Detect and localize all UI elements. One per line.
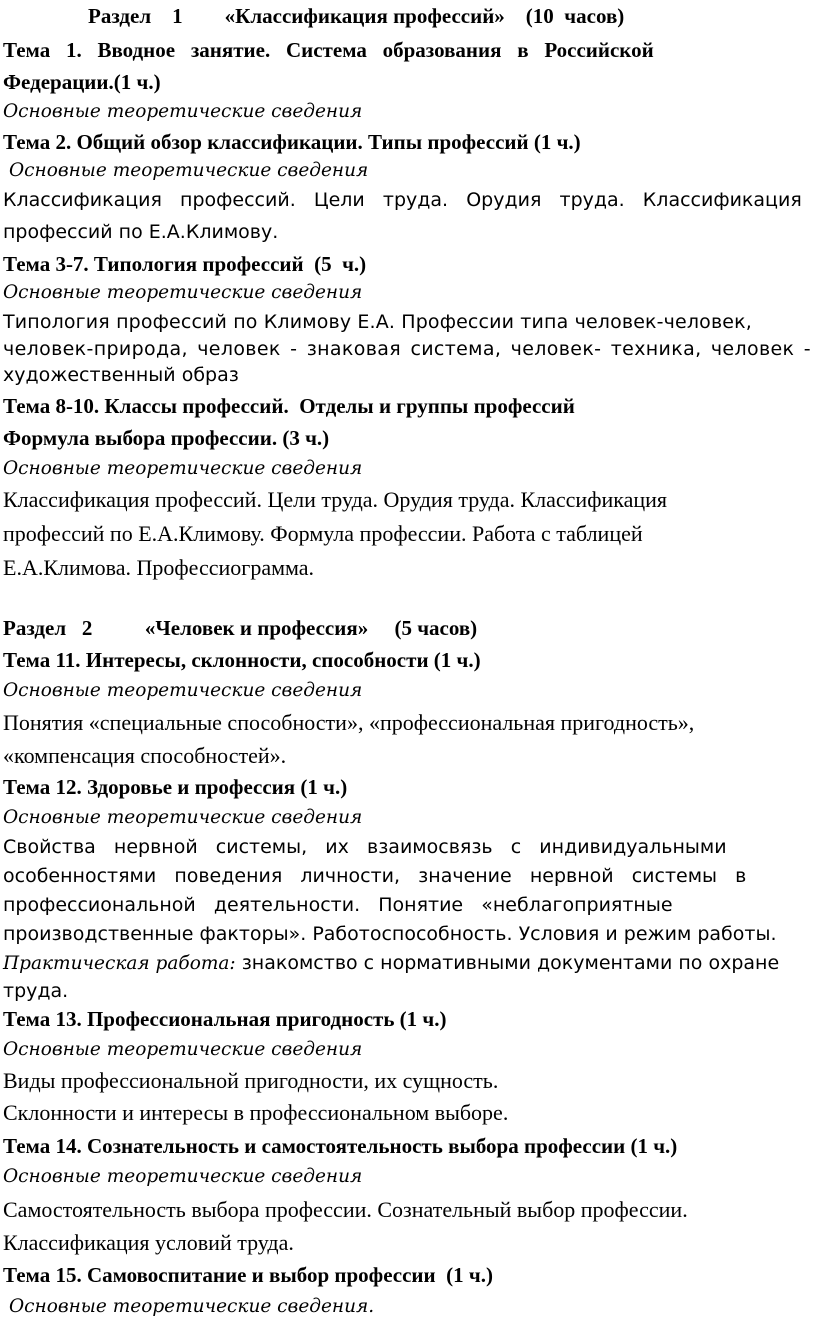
topic8-10-title-line1: Тема 8-10. Классы профессий. Отделы и группы профессий xyxy=(3,394,575,418)
section1-heading: Раздел 1 «Классификация профессий» (10 часов) xyxy=(88,4,625,28)
topic12-text-line4: производственные факторы». Работоспособность. Условия и режим работы. xyxy=(3,923,777,945)
topic3-7-text-line2: человек-природа, человек - знаковая система, человек- техника, человек - xyxy=(3,338,811,360)
topic2-text-line2: профессий по Е.А.Климову. xyxy=(3,221,279,243)
section2-heading: Раздел 2 «Человек и профессия» (5 часов) xyxy=(3,616,478,640)
topic13-text-line2: Склонности и интересы в профессиональном выборе. xyxy=(3,1100,509,1125)
topic2-theory-label: Основные теоретические сведения xyxy=(9,160,369,181)
topic14-title: Тема 14. Сознательность и самостоятельность выбора профессии (1 ч.) xyxy=(3,1134,678,1158)
topic14-theory-label: Основные теоретические сведения xyxy=(3,1166,363,1187)
topic8-10-text-line3: Е.А.Климова. Профессиограмма. xyxy=(3,555,315,580)
topic11-title: Тема 11. Интересы, склонности, способности (1 ч.) xyxy=(3,648,481,672)
topic11-theory-label: Основные теоретические сведения xyxy=(3,680,363,701)
topic2-text-line1: Классификация профессий. Цели труда. Орудия труда. Классификация xyxy=(3,189,802,211)
topic3-7-text-line3: художественный образ xyxy=(3,364,239,386)
topic12-title: Тема 12. Здоровье и профессия (1 ч.) xyxy=(3,775,348,799)
topic14-text-line1: Самостоятельность выбора профессии. Сознательный выбор профессии. xyxy=(3,1197,688,1222)
topic11-text-line2: «компенсация способностей». xyxy=(3,743,287,768)
topic1-title-line2: Федерации.(1 ч.) xyxy=(3,70,161,94)
topic12-theory-label: Основные теоретические сведения xyxy=(3,807,363,828)
topic8-10-title-line2: Формула выбора профессии. (3 ч.) xyxy=(3,426,330,450)
topic1-theory-label: Основные теоретические сведения xyxy=(3,101,363,122)
topic15-theory-label: Основные теоретические сведения. xyxy=(9,1296,375,1317)
topic13-theory-label: Основные теоретические сведения xyxy=(3,1039,363,1060)
topic12-practical-line2: труда. xyxy=(3,980,69,1002)
topic13-title: Тема 13. Профессиональная пригодность (1 ч.) xyxy=(3,1007,447,1031)
topic8-10-text-line1: Классификация профессий. Цели труда. Орудия труда. Классификация xyxy=(3,487,668,512)
topic12-text-line3: профессиональной деятельности. Понятие «неблагоприятные xyxy=(3,894,673,916)
topic3-7-title: Тема 3-7. Типология профессий (5 ч.) xyxy=(3,252,367,276)
topic12-practical-label: Практическая работа: xyxy=(3,953,236,974)
topic13-text-line1: Виды профессиональной пригодности, их сущность. xyxy=(3,1068,499,1093)
topic8-10-theory-label: Основные теоретические сведения xyxy=(3,458,363,479)
topic8-10-text-line2: профессий по Е.А.Климову. Формула профессии. Работа с таблицей xyxy=(3,521,643,546)
topic12-practical-text: знакомство с нормативными документами по охране xyxy=(235,952,780,974)
topic3-7-text-line1: Типология профессий по Климову Е.А. Профессии типа человек-человек, xyxy=(3,311,752,333)
topic1-title-line1: Тема 1. Вводное занятие. Система образования в Российской xyxy=(3,38,654,62)
topic11-text-line1: Понятия «специальные способности», «профессиональная пригодность», xyxy=(3,710,695,735)
topic12-text-line1: Свойства нервной системы, их взаимосвязь с индивидуальными xyxy=(3,836,727,858)
topic15-title: Тема 15. Самовоспитание и выбор профессии (1 ч.) xyxy=(3,1263,493,1287)
topic14-text-line2: Классификация условий труда. xyxy=(3,1230,294,1255)
topic12-text-line2: особенностями поведения личности, значение нервной системы в xyxy=(3,865,747,887)
topic12-practical-line1 xyxy=(3,949,814,978)
topic2-title: Тема 2. Общий обзор классификации. Типы профессий (1 ч.) xyxy=(3,130,581,154)
topic3-7-theory-label: Основные теоретические сведения xyxy=(3,282,363,303)
